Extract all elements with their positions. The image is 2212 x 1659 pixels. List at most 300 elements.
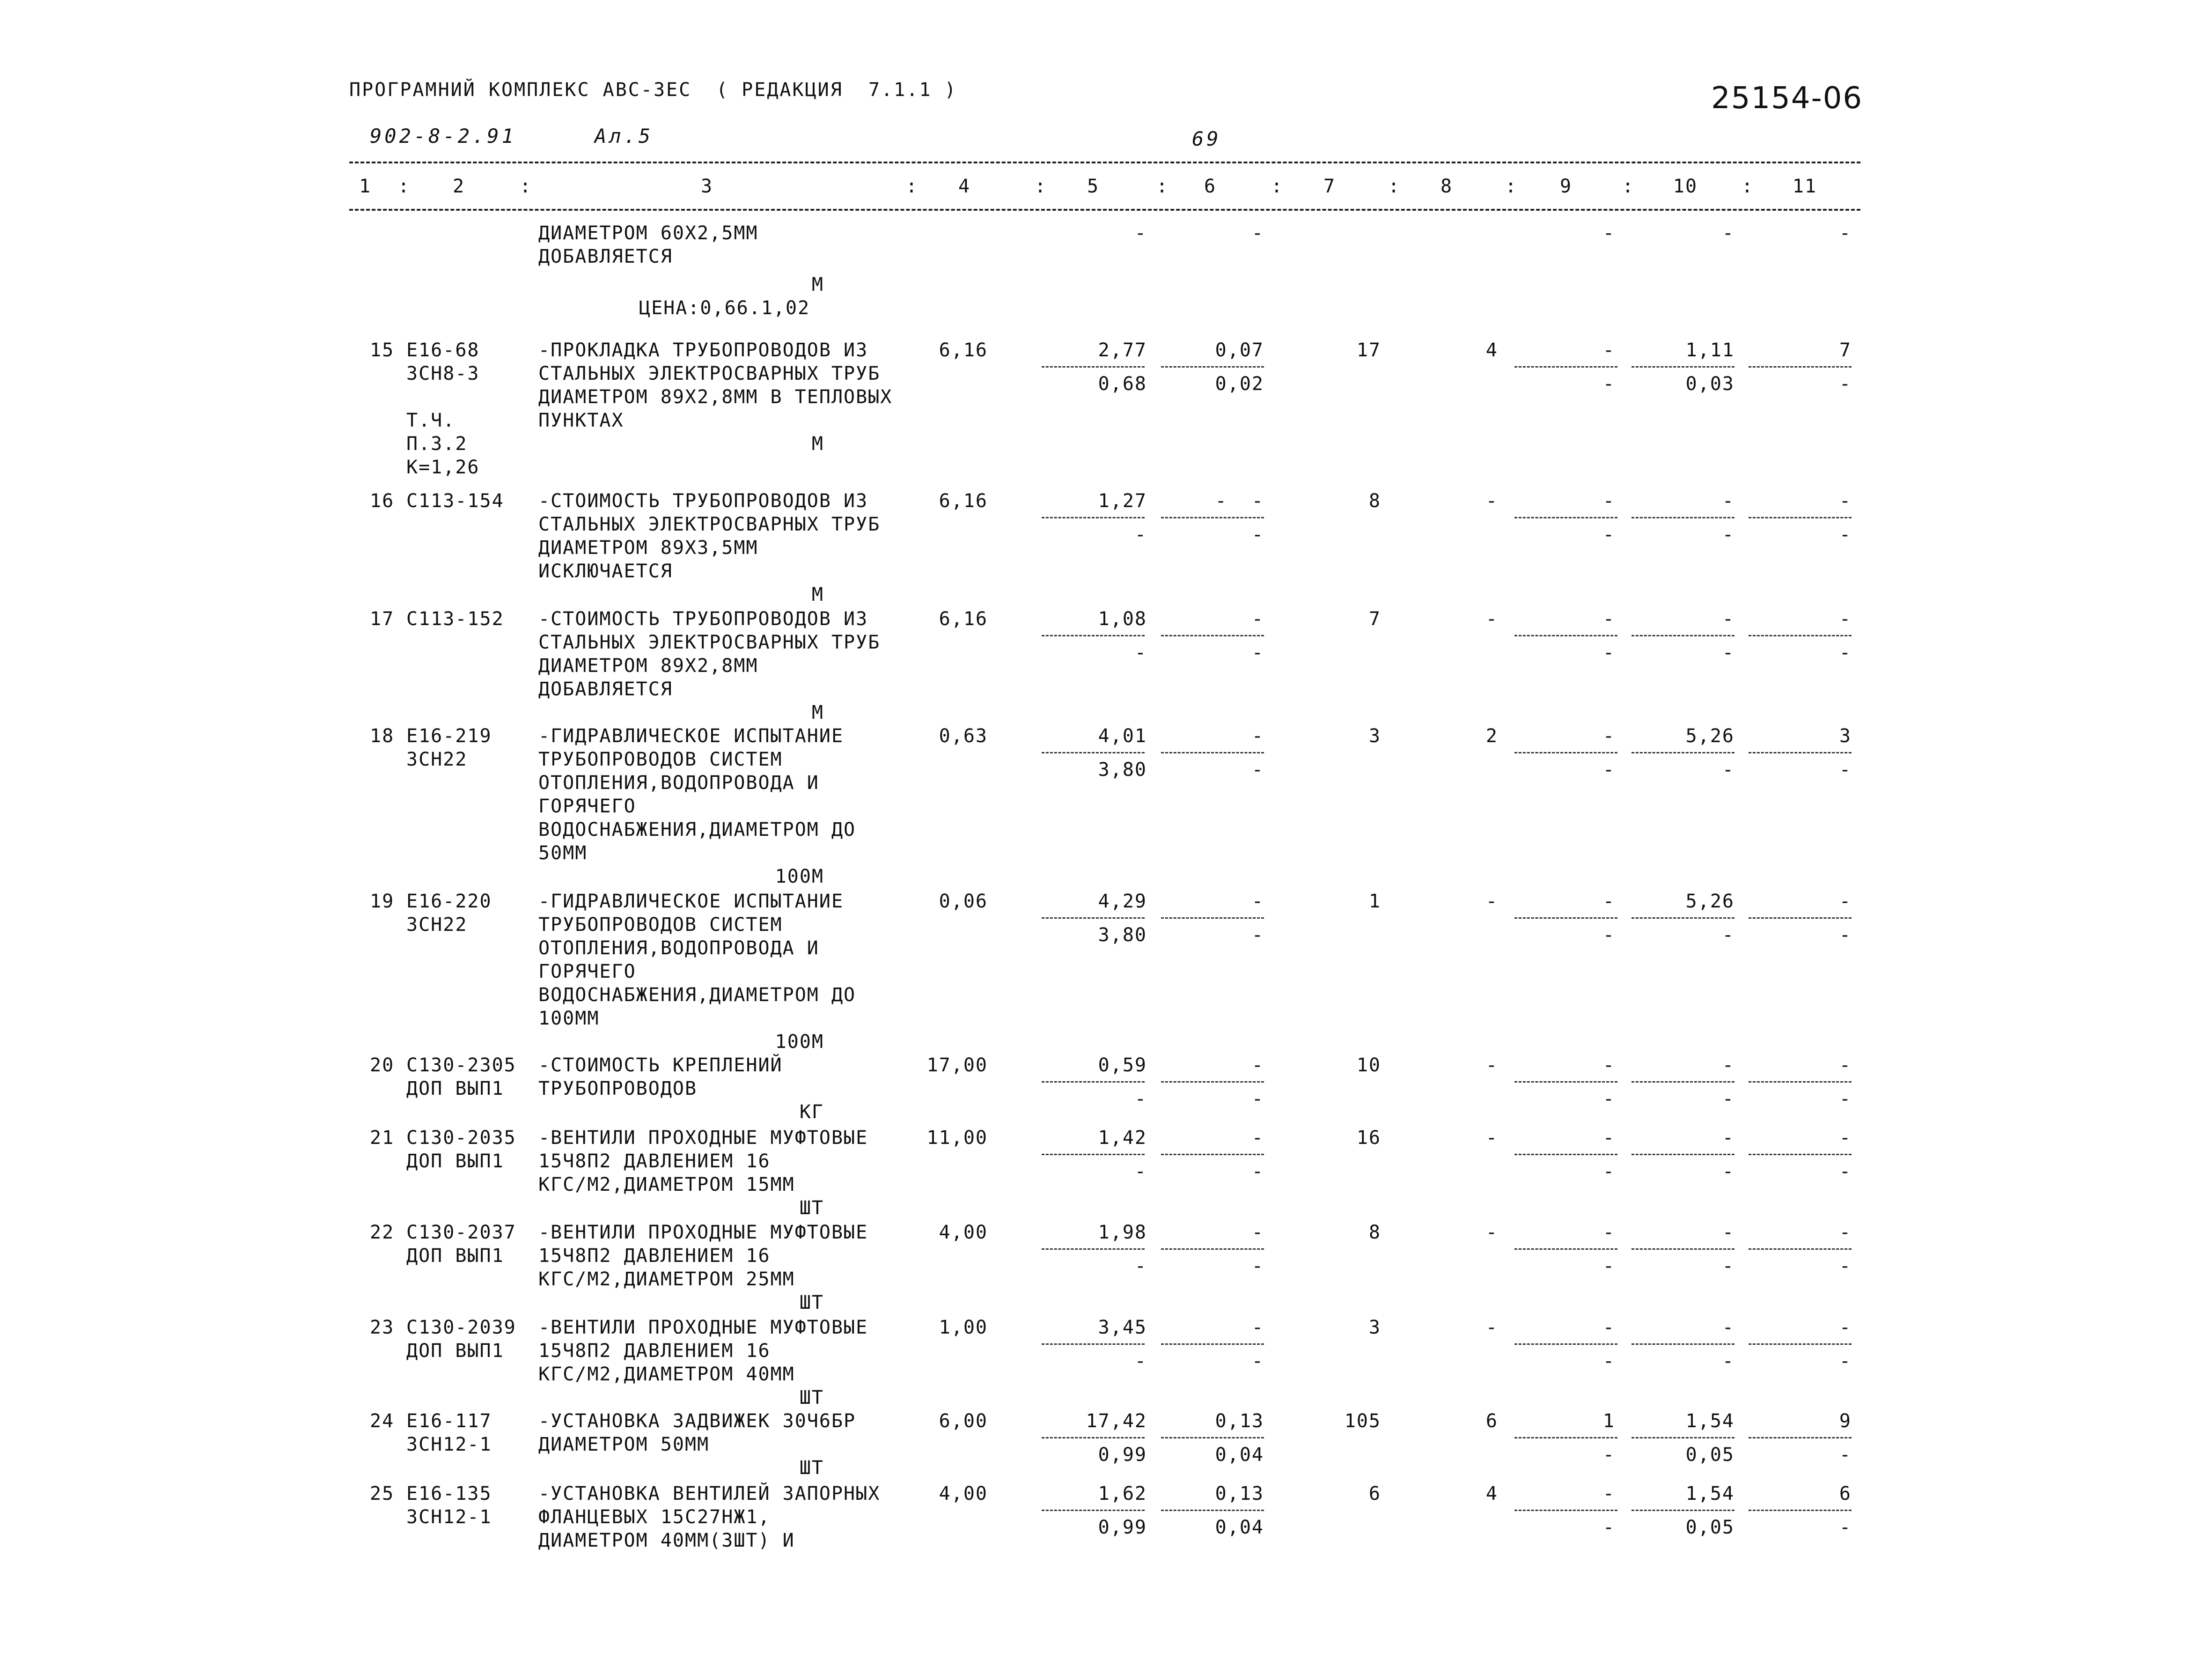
cell-c7: 8 — [1368, 1222, 1381, 1243]
cell-lower-c11: - — [1839, 1255, 1852, 1277]
rate-code: П.3.2 — [406, 433, 468, 455]
divider-dash — [1749, 917, 1852, 919]
cell-lower-c6: 0,04 — [1215, 1444, 1264, 1466]
cell-lower-c6: - — [1251, 1255, 1264, 1277]
divider-dash — [1631, 1343, 1734, 1345]
column-number: 3 — [700, 176, 713, 197]
cell-c7: 8 — [1368, 490, 1381, 512]
divider-dash — [1514, 1437, 1617, 1438]
divider-dash — [1514, 1154, 1617, 1155]
cell-c5: 0,59 — [1098, 1054, 1147, 1076]
column-number: 4 — [958, 176, 971, 197]
column-number: 7 — [1323, 176, 1336, 197]
cell-c5: 2,77 — [1098, 339, 1147, 361]
cell-lower-c5: 0,68 — [1098, 373, 1147, 395]
work-description: ДИАМЕТРОМ 89Х2,8ММ — [538, 655, 758, 677]
cell-lower-c6: - — [1251, 924, 1264, 946]
unit-label: М — [811, 274, 824, 295]
cell-c5: 4,01 — [1098, 725, 1147, 747]
cell-lower-c9: - — [1602, 373, 1615, 395]
cell-lower-c6: - — [1251, 1088, 1264, 1110]
cell-c6: - — [1251, 1317, 1264, 1338]
divider-dash — [1161, 1510, 1264, 1511]
cell-lower-c11: - — [1839, 1444, 1852, 1466]
divider-dash — [1514, 1248, 1617, 1250]
rate-code: Е16-219 — [406, 725, 492, 747]
cell-q: 4,00 — [939, 1222, 988, 1243]
cell-q: 11,00 — [926, 1127, 988, 1149]
row-number: 20 — [370, 1054, 395, 1076]
divider-dash — [1749, 752, 1852, 753]
cell-c8: - — [1485, 891, 1498, 912]
work-description: ДИАМЕТРОМ 89Х3,5ММ — [538, 537, 758, 559]
cell-c8: - — [1485, 1127, 1498, 1149]
cell-c6: 0,07 — [1215, 339, 1264, 361]
album-label: Ал.5 — [595, 125, 654, 147]
divider-dash — [1042, 1343, 1145, 1345]
rate-code: ДОП ВЫП1 — [406, 1078, 504, 1099]
divider-dash — [1514, 1343, 1617, 1345]
column-separator: : — [1622, 176, 1635, 197]
rate-code: ДОП ВЫП1 — [406, 1150, 504, 1172]
work-description: КГС/М2,ДИАМЕТРОМ 15ММ — [538, 1174, 795, 1195]
cell-lower-c5: 3,80 — [1098, 759, 1147, 781]
cell-c6: 0,13 — [1215, 1410, 1264, 1432]
column-separator: : — [1271, 176, 1284, 197]
cell-q: 0,06 — [939, 891, 988, 912]
cell-lower-c9: - — [1602, 1517, 1615, 1538]
cell-lower-c6: 0,02 — [1215, 373, 1264, 395]
divider-dash — [1749, 1510, 1852, 1511]
cell-lower-c5: - — [1134, 1161, 1147, 1182]
cell-c6: - — [1251, 891, 1264, 912]
column-separator: : — [1505, 176, 1518, 197]
unit-label: 100М — [775, 866, 824, 887]
work-description: КГС/М2,ДИАМЕТРОМ 25ММ — [538, 1268, 795, 1290]
work-description: -ГИДРАВЛИЧЕСКОЕ ИСПЫТАНИЕ — [538, 725, 844, 747]
cell-c7: 16 — [1356, 1127, 1381, 1149]
rate-code: Е16-220 — [406, 891, 492, 912]
work-description: 100ММ — [538, 1008, 600, 1029]
cell-lower-c11: - — [1839, 524, 1852, 546]
rate-code: С130-2039 — [406, 1317, 516, 1338]
cell-c6: - - — [1215, 490, 1264, 512]
work-description: ИСКЛЮЧАЕТСЯ — [538, 560, 673, 582]
rate-code: ЗСН12-1 — [406, 1434, 492, 1455]
divider-dash — [1631, 635, 1734, 636]
cell-lower-c5: 0,99 — [1098, 1444, 1147, 1466]
column-separator: : — [1388, 176, 1401, 197]
rate-code: ДОП ВЫП1 — [406, 1245, 504, 1267]
cell-c10: - — [1722, 490, 1734, 512]
cell-q: 6,00 — [939, 1410, 988, 1432]
divider-dash — [1631, 517, 1734, 518]
cell-lower-c11: - — [1839, 1350, 1852, 1372]
divider-dash — [1631, 366, 1734, 368]
work-description: ОТОПЛЕНИЯ,ВОДОПРОВОДА И — [538, 772, 819, 794]
cell-c8: 2 — [1485, 725, 1498, 747]
cell-c6: - — [1251, 222, 1264, 244]
work-description: ВОДОСНАБЖЕНИЯ,ДИАМЕТРОМ ДО — [538, 984, 856, 1006]
row-number: 24 — [370, 1410, 395, 1432]
divider-dash — [1749, 1437, 1852, 1438]
column-number: 2 — [452, 176, 465, 197]
cell-c10: 1,54 — [1685, 1483, 1734, 1504]
divider-dash — [1161, 752, 1264, 753]
cell-c5: 4,29 — [1098, 891, 1147, 912]
cell-lower-c11: - — [1839, 642, 1852, 664]
rate-code: С130-2305 — [406, 1054, 516, 1076]
work-description: КГС/М2,ДИАМЕТРОМ 40ММ — [538, 1364, 795, 1385]
work-description: ОТОПЛЕНИЯ,ВОДОПРОВОДА И — [538, 937, 819, 959]
column-separator: : — [1742, 176, 1754, 197]
divider-dash — [1161, 1081, 1264, 1083]
divider-dash — [1042, 917, 1145, 919]
row-number: 16 — [370, 490, 395, 512]
row-number: 21 — [370, 1127, 395, 1149]
divider-dash — [1042, 517, 1145, 518]
row-number: 19 — [370, 891, 395, 912]
divider-dash — [1631, 1510, 1734, 1511]
cell-lower-c5: - — [1134, 1088, 1147, 1110]
cell-c6: - — [1251, 725, 1264, 747]
divider-dash — [1514, 1510, 1617, 1511]
cell-c7: 1 — [1368, 891, 1381, 912]
rate-code: Т.Ч. — [406, 410, 456, 431]
cell-c9: - — [1602, 490, 1615, 512]
cell-c5: 1,08 — [1098, 608, 1147, 630]
work-description: ГОРЯЧЕГО — [538, 961, 636, 982]
column-number: 1 — [359, 176, 372, 197]
unit-label: ШТ — [799, 1197, 824, 1219]
rate-code: К=1,26 — [406, 457, 480, 478]
unit-label: М — [811, 584, 824, 605]
divider-dash — [1042, 1081, 1145, 1083]
column-separator: : — [906, 176, 919, 197]
cell-c11: - — [1839, 490, 1852, 512]
cell-lower-c5: - — [1134, 524, 1147, 546]
cell-c9: - — [1602, 1483, 1615, 1504]
page-number: 69 — [1192, 127, 1221, 150]
row-number: 23 — [370, 1317, 395, 1338]
cell-c10: - — [1722, 1222, 1734, 1243]
cell-c11: - — [1839, 1222, 1852, 1243]
row-number: 22 — [370, 1222, 395, 1243]
project-code: 902-8-2.91 — [370, 125, 516, 147]
cell-lower-c11: - — [1839, 373, 1852, 395]
rate-code: ЗСН12-1 — [406, 1506, 492, 1528]
cell-lower-c11: - — [1839, 1088, 1852, 1110]
divider-dash — [1514, 517, 1617, 518]
cell-c11: - — [1839, 1127, 1852, 1149]
divider-dash — [1161, 1154, 1264, 1155]
divider-dash — [1749, 635, 1852, 636]
cell-lower-c6: - — [1251, 759, 1264, 781]
divider-dash — [1161, 517, 1264, 518]
divider-dash — [1042, 366, 1145, 368]
work-description: 15Ч8П2 ДАВЛЕНИЕМ 16 — [538, 1340, 771, 1362]
cell-c9: - — [1602, 608, 1615, 630]
cell-c8: - — [1485, 608, 1498, 630]
cell-lower-c6: - — [1251, 524, 1264, 546]
cell-c8: 6 — [1485, 1410, 1498, 1432]
work-description: -УСТАНОВКА ЗАДВИЖЕК 30Ч6БР — [538, 1410, 856, 1432]
work-description: ДИАМЕТРОМ 60Х2,5ММ — [538, 222, 758, 244]
cell-c9: - — [1602, 891, 1615, 912]
cell-lower-c10: - — [1722, 759, 1734, 781]
column-number: 5 — [1087, 176, 1100, 197]
work-description: ФЛАНЦЕВЫХ 15С27НЖ1, — [538, 1506, 771, 1528]
cell-c9: - — [1602, 1127, 1615, 1149]
work-description: -ВЕНТИЛИ ПРОХОДНЫЕ МУФТОВЫЕ — [538, 1127, 868, 1149]
cell-c11: 3 — [1839, 725, 1852, 747]
cell-lower-c5: 3,80 — [1098, 924, 1147, 946]
cell-c7: 10 — [1356, 1054, 1381, 1076]
cell-lower-c10: - — [1722, 1255, 1734, 1277]
cell-c5: 17,42 — [1086, 1410, 1147, 1432]
divider-dash — [1514, 366, 1617, 368]
column-separator: : — [398, 176, 411, 197]
divider-dash — [1631, 1437, 1734, 1438]
rate-code: ЗСН22 — [406, 749, 468, 770]
cell-c10: 1,54 — [1685, 1410, 1734, 1432]
divider-dash — [1042, 1248, 1145, 1250]
header-rule — [349, 209, 1860, 211]
divider-dash — [1161, 635, 1264, 636]
cell-c6: - — [1251, 1127, 1264, 1149]
work-description: -СТОИМОСТЬ КРЕПЛЕНИЙ — [538, 1054, 783, 1076]
cell-c10: - — [1722, 222, 1734, 244]
cell-lower-c9: - — [1602, 1350, 1615, 1372]
cell-c8: - — [1485, 1317, 1498, 1338]
divider-dash — [1514, 917, 1617, 919]
cell-lower-c11: - — [1839, 1161, 1852, 1182]
cell-lower-c6: - — [1251, 1161, 1264, 1182]
cell-lower-c9: - — [1602, 759, 1615, 781]
unit-label: 100М — [775, 1031, 824, 1053]
cell-lower-c11: - — [1839, 759, 1852, 781]
cell-q: 6,16 — [939, 608, 988, 630]
cell-c10: - — [1722, 1317, 1734, 1338]
divider-dash — [1631, 1081, 1734, 1083]
cell-c7: 3 — [1368, 1317, 1381, 1338]
price-line: ЦЕНА:0,66.1,02 — [639, 297, 810, 319]
column-separator: : — [1035, 176, 1047, 197]
top-rule — [349, 162, 1860, 163]
row-number: 17 — [370, 608, 395, 630]
work-description: -УСТАНОВКА ВЕНТИЛЕЙ ЗАПОРНЫХ — [538, 1483, 881, 1504]
cell-lower-c5: 0,99 — [1098, 1517, 1147, 1538]
rate-code: С130-2037 — [406, 1222, 516, 1243]
work-description: 15Ч8П2 ДАВЛЕНИЕМ 16 — [538, 1245, 771, 1267]
cell-c11: - — [1839, 1054, 1852, 1076]
rate-code: ЗСН22 — [406, 914, 468, 936]
work-description: ДИАМЕТРОМ 89Х2,8ММ В ТЕПЛОВЫХ — [538, 386, 893, 408]
divider-dash — [1161, 366, 1264, 368]
cell-c11: - — [1839, 222, 1852, 244]
work-description: СТАЛЬНЫХ ЭЛЕКТРОСВАРНЫХ ТРУБ — [538, 632, 881, 653]
column-separator: : — [520, 176, 532, 197]
divider-dash — [1749, 1248, 1852, 1250]
column-number: 11 — [1792, 176, 1817, 197]
cell-c10: 5,26 — [1685, 725, 1734, 747]
cell-lower-c10: - — [1722, 1161, 1734, 1182]
cell-lower-c11: - — [1839, 924, 1852, 946]
cell-c6: - — [1251, 1222, 1264, 1243]
divider-dash — [1631, 1248, 1734, 1250]
work-description: -СТОИМОСТЬ ТРУБОПРОВОДОВ ИЗ — [538, 608, 868, 630]
divider-dash — [1514, 1081, 1617, 1083]
cell-c11: - — [1839, 891, 1852, 912]
cell-c6: - — [1251, 608, 1264, 630]
cell-lower-c9: - — [1602, 924, 1615, 946]
unit-label: ШТ — [799, 1292, 824, 1313]
cell-c6: - — [1251, 1054, 1264, 1076]
cell-lower-c9: - — [1602, 1444, 1615, 1466]
divider-dash — [1161, 917, 1264, 919]
cell-lower-c6: 0,04 — [1215, 1517, 1264, 1538]
divider-dash — [1161, 1248, 1264, 1250]
divider-dash — [1161, 1437, 1264, 1438]
cell-q: 17,00 — [926, 1054, 988, 1076]
row-number: 15 — [370, 339, 395, 361]
cell-c7: 7 — [1368, 608, 1381, 630]
divider-dash — [1749, 1081, 1852, 1083]
cell-lower-c10: - — [1722, 642, 1734, 664]
work-description: -СТОИМОСТЬ ТРУБОПРОВОДОВ ИЗ — [538, 490, 868, 512]
cell-c9: - — [1602, 1317, 1615, 1338]
rate-code: Е16-68 — [406, 339, 480, 361]
unit-label: КГ — [799, 1101, 824, 1123]
cell-c9: - — [1602, 725, 1615, 747]
divider-dash — [1749, 366, 1852, 368]
archive-stamp: 25154-06 — [1711, 81, 1863, 116]
cell-c5: 3,45 — [1098, 1317, 1147, 1338]
cell-c10: 1,11 — [1685, 339, 1734, 361]
cell-c8: - — [1485, 490, 1498, 512]
cell-c7: 6 — [1368, 1483, 1381, 1504]
work-description: -ГИДРАВЛИЧЕСКОЕ ИСПЫТАНИЕ — [538, 891, 844, 912]
divider-dash — [1042, 1510, 1145, 1511]
cell-c9: 1 — [1602, 1410, 1615, 1432]
work-description: ТРУБОПРОВОДОВ СИСТЕМ — [538, 914, 783, 936]
rate-code: С113-154 — [406, 490, 504, 512]
cell-lower-c9: - — [1602, 1255, 1615, 1277]
cell-c9: - — [1602, 1054, 1615, 1076]
work-description: ТРУБОПРОВОДОВ — [538, 1078, 698, 1099]
work-description: ДОБАВЛЯЕТСЯ — [538, 678, 673, 700]
cell-lower-c10: - — [1722, 1350, 1734, 1372]
row-number: 18 — [370, 725, 395, 747]
cell-c10: 5,26 — [1685, 891, 1734, 912]
column-number: 8 — [1440, 176, 1453, 197]
rate-code: С113-152 — [406, 608, 504, 630]
cell-lower-c9: - — [1602, 1161, 1615, 1182]
cell-c9: - — [1602, 1222, 1615, 1243]
work-description: ГОРЯЧЕГО — [538, 796, 636, 817]
rate-code: ЗСН8-3 — [406, 363, 480, 384]
cell-q: 0,63 — [939, 725, 988, 747]
cell-c7: 3 — [1368, 725, 1381, 747]
cell-c8: 4 — [1485, 1483, 1498, 1504]
unit-label: ШТ — [799, 1387, 824, 1408]
divider-dash — [1749, 517, 1852, 518]
cell-c10: - — [1722, 1127, 1734, 1149]
cell-c11: - — [1839, 1317, 1852, 1338]
work-description: ВОДОСНАБЖЕНИЯ,ДИАМЕТРОМ ДО — [538, 819, 856, 841]
column-number: 9 — [1559, 176, 1573, 197]
cell-lower-c10: 0,05 — [1685, 1517, 1734, 1538]
work-description: СТАЛЬНЫХ ЭЛЕКТРОСВАРНЫХ ТРУБ — [538, 514, 881, 535]
cell-c10: - — [1722, 1054, 1734, 1076]
cell-lower-c10: - — [1722, 924, 1734, 946]
divider-dash — [1161, 1343, 1264, 1345]
cell-lower-c5: - — [1134, 1350, 1147, 1372]
rate-code: ДОП ВЫП1 — [406, 1340, 504, 1362]
cell-lower-c6: - — [1251, 642, 1264, 664]
rate-code: Е16-117 — [406, 1410, 492, 1432]
work-description: 50ММ — [538, 842, 588, 864]
work-description: ТРУБОПРОВОДОВ СИСТЕМ — [538, 749, 783, 770]
work-description: ДИАМЕТРОМ 50ММ — [538, 1434, 710, 1455]
divider-dash — [1631, 917, 1734, 919]
divider-dash — [1042, 1437, 1145, 1438]
cell-q: 4,00 — [939, 1483, 988, 1504]
divider-dash — [1631, 752, 1734, 753]
divider-dash — [1514, 635, 1617, 636]
divider-dash — [1749, 1343, 1852, 1345]
rate-code: С130-2035 — [406, 1127, 516, 1149]
unit-label: ШТ — [799, 1457, 824, 1479]
column-separator: : — [1156, 176, 1169, 197]
cell-c9: - — [1602, 222, 1615, 244]
cell-c11: - — [1839, 608, 1852, 630]
divider-dash — [1749, 1154, 1852, 1155]
cell-q: 6,16 — [939, 339, 988, 361]
cell-lower-c5: - — [1134, 642, 1147, 664]
work-description: -ПРОКЛАДКА ТРУБОПРОВОДОВ ИЗ — [538, 339, 868, 361]
row-number: 25 — [370, 1483, 395, 1504]
unit-label: М — [811, 433, 824, 455]
column-number: 10 — [1673, 176, 1698, 197]
divider-dash — [1514, 752, 1617, 753]
unit-label: М — [811, 702, 824, 723]
cell-c5: 1,27 — [1098, 490, 1147, 512]
cell-lower-c10: - — [1722, 524, 1734, 546]
cell-c5: 1,42 — [1098, 1127, 1147, 1149]
work-description: СТАЛЬНЫХ ЭЛЕКТРОСВАРНЫХ ТРУБ — [538, 363, 881, 384]
cell-lower-c10: - — [1722, 1088, 1734, 1110]
rate-code: Е16-135 — [406, 1483, 492, 1504]
cell-lower-c10: 0,05 — [1685, 1444, 1734, 1466]
divider-dash — [1042, 1154, 1145, 1155]
cell-q: 6,16 — [939, 490, 988, 512]
cell-lower-c9: - — [1602, 524, 1615, 546]
divider-dash — [1042, 635, 1145, 636]
cell-c7: 105 — [1344, 1410, 1381, 1432]
cell-c10: - — [1722, 608, 1734, 630]
cell-c7: 17 — [1356, 339, 1381, 361]
cell-lower-c6: - — [1251, 1350, 1264, 1372]
divider-dash — [1631, 1154, 1734, 1155]
column-number: 6 — [1204, 176, 1217, 197]
program-title: ПРОГРАМНИЙ КОМПЛЕКС АВС-ЗЕС — [349, 79, 692, 101]
cell-c6: 0,13 — [1215, 1483, 1264, 1504]
work-description: -ВЕНТИЛИ ПРОХОДНЫЕ МУФТОВЫЕ — [538, 1317, 868, 1338]
work-description: ДИАМЕТРОМ 40ММ(3ШТ) И — [538, 1530, 795, 1551]
cell-c8: - — [1485, 1222, 1498, 1243]
cell-lower-c10: 0,03 — [1685, 373, 1734, 395]
